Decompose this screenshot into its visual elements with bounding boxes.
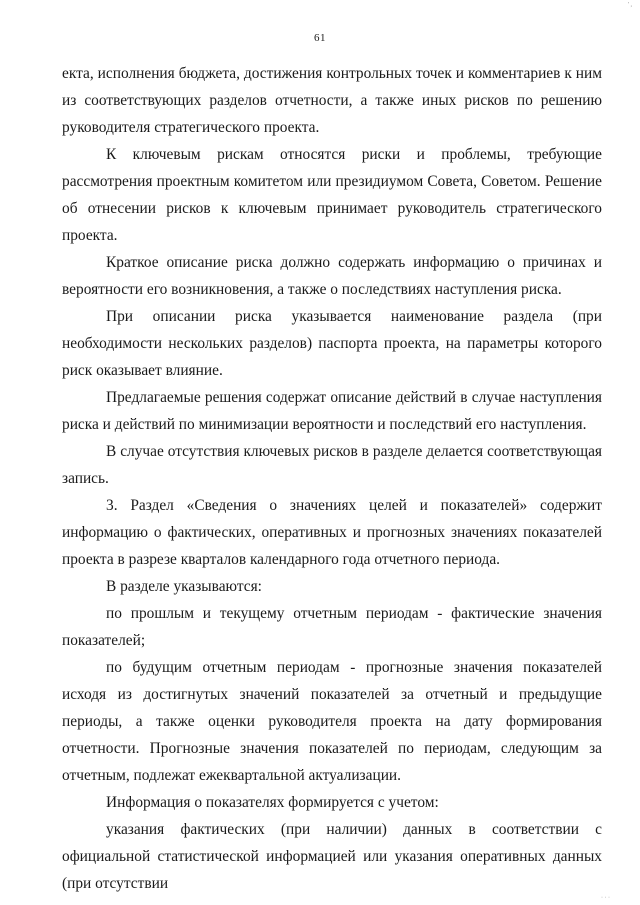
paragraph: по прошлым и текущему отчетным периодам - фактические значения показателей;: [62, 605, 602, 649]
paragraph: В разделе указываются:: [106, 578, 262, 595]
paragraph: Предлагаемые решения содержат описание действий в случае наступления риска и действий по минимизации вероятности и последствий его наступления.: [62, 389, 602, 433]
paragraph: К ключевым рискам относятся риски и проблемы, требующие рассмотрения проектным комитетом или президиумом Совета, Советом. Решение об отнесении рисков к ключевым принимает руководитель стратегического проекта.: [62, 146, 602, 244]
scan-mark-top: ' ,: [627, 2, 632, 8]
paragraph: В случае отсутствия ключевых рисков в разделе делается соответствующая запись.: [62, 443, 602, 487]
paragraph: екта, исполнения бюджета, достижения контрольных точек и комментариев к ним из соответствующих разделов отчетности, а также иных рисков по решению руководителя стратегического проекта.: [62, 65, 602, 136]
body-text: [62, 60, 602, 897]
paragraph: Краткое описание риска должно содержать информацию о причинах и вероятности его возникновения, а также о последствиях наступления риска.: [62, 254, 602, 298]
paragraph: по будущим отчетным периодам - прогнозные значения показателей исходя из достигнутых значений показателей за отчетный и предыдущие периоды, а также оценки руководителя проекта на дату формирования отчетности. Прогнозные значения показателей по периодам, следующим за отчетным, подлежат ежеквартальной актуализации.: [62, 659, 602, 784]
page-number: 61: [314, 32, 326, 44]
paragraph: При описании риска указывается наименование раздела (при необходимости нескольких разделов) паспорта проекта, на параметры которого риск оказывает влияние.: [62, 308, 602, 379]
paragraph: 3. Раздел «Сведения о значениях целей и показателей» содержит информацию о фактических, оперативных и прогнозных значениях показателей проекта в разрезе кварталов календарного года отчетного периода.: [62, 497, 602, 568]
scan-mark-bottom: · · ·: [601, 895, 610, 901]
paragraph: Информация о показателях формируется с учетом:: [106, 794, 439, 811]
paragraph: указания фактических (при наличии) данных в соответствии с официальной статистической информацией или указания оперативных данных (при отсутствии: [62, 821, 602, 892]
